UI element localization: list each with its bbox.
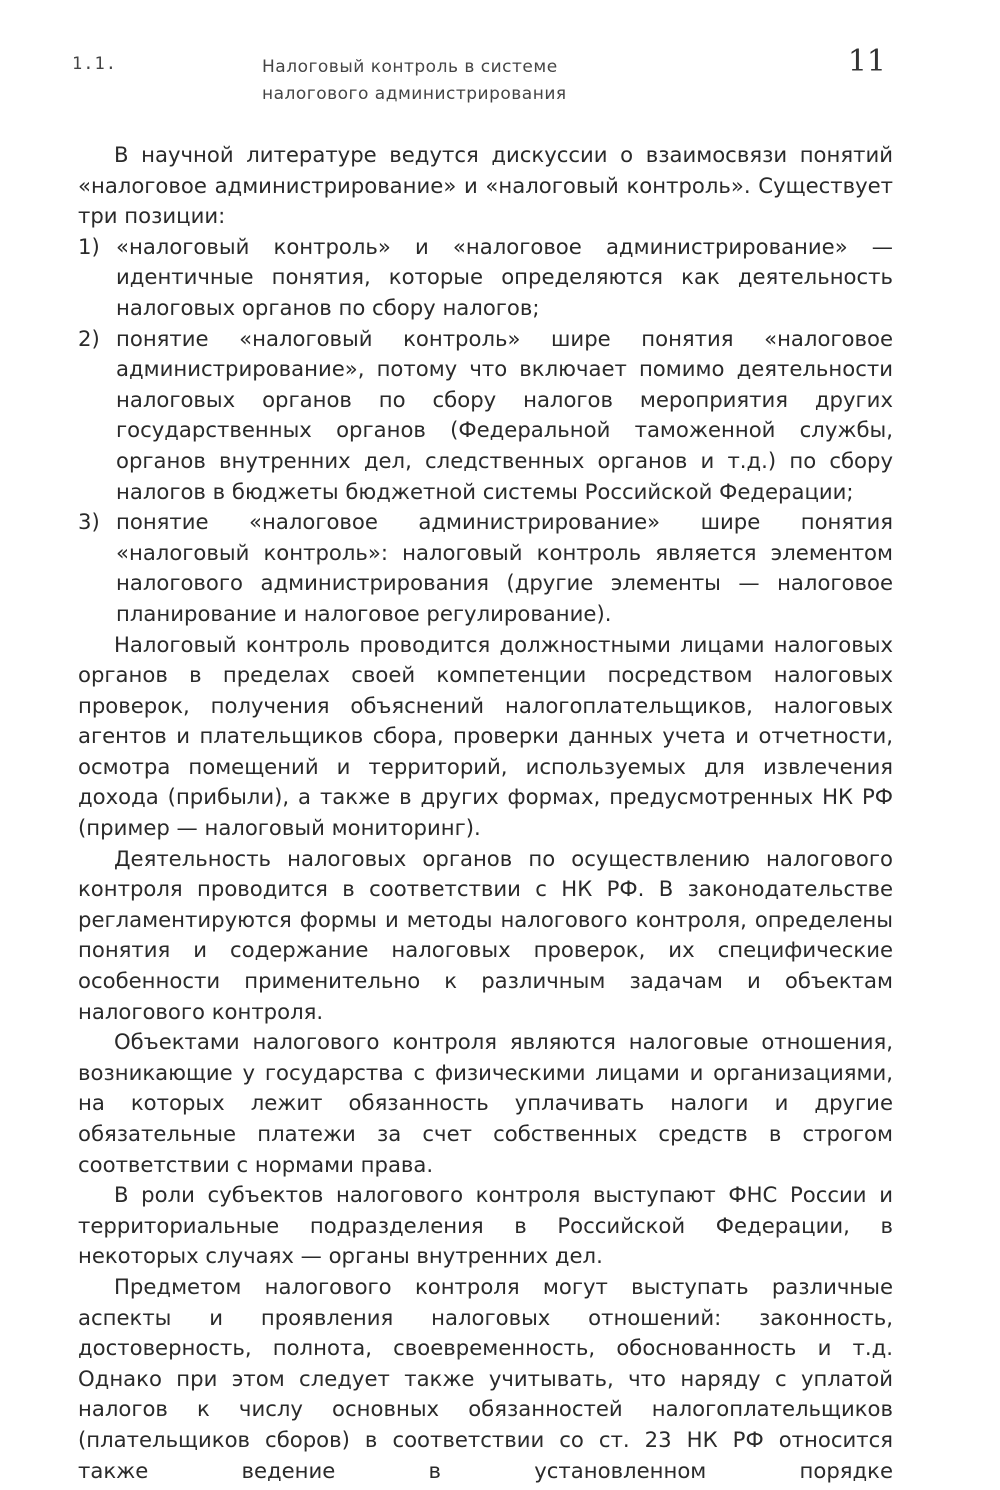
section-number: 1.1.: [72, 54, 117, 74]
paragraph-tax-authority-activity: Деятельность налоговых органов по осуществлению налогового контроля проводится в соответствии с НК РФ. В законодательстве регламентируются формы и методы налогового контроля, определены понятия и содержание налоговых проверок, их специфические особенности применительно к различным задачам и объектам налогового контроля.: [78, 845, 893, 1024]
list-marker: 2): [78, 325, 100, 351]
section-title: [262, 54, 567, 108]
body-text: [78, 140, 893, 1486]
positions-list: [78, 232, 893, 630]
list-item-text: «налоговый контроль» и «налоговое администрирование» — идентичные понятия, которые определяются как деятельность налоговых органов по сбору налогов;: [116, 233, 893, 320]
running-header: [72, 44, 892, 110]
page-number: 11: [847, 44, 886, 79]
list-item: [78, 324, 893, 508]
list-item: [78, 232, 893, 324]
intro-paragraph: В научной литературе ведутся дискуссии о взаимосвязи понятий «налоговое администрирование» и «налоговый контроль». Существует три позиции:: [78, 142, 893, 229]
section-title-line-2: налогового администрирования: [262, 84, 567, 104]
list-item-text: понятие «налоговый контроль» шире понятия «налоговое администрирование», потому что включает помимо деятельности налоговых органов по сбору налогов мероприятия других государственных органов (Федеральной таможенной службы, органов внутренних дел, следственных органов и т.д.) по сбору налогов в бюджеты бюджетной системы Российской Федерации;: [116, 325, 893, 504]
last-paragraph-wrapper: [78, 1272, 893, 1486]
list-item: [78, 507, 893, 629]
section-title-line-1: Налоговый контроль в системе: [262, 57, 558, 77]
paragraph-control-objects: Объектами налогового контроля являются налоговые отношения, возникающие у государства с физическими лицами и организациями, на которых лежит обязанность уплачивать налоги и другие обязательные платежи за счет собственных средств в строгом соответствии с нормами права.: [78, 1029, 893, 1177]
paragraph-control-subject-matter: Предметом налогового контроля могут выступать различные аспекты и проявления налоговых отношений: законность, достоверность, полнота, своевременность, обоснованность и т.д. Однако при этом следует также учитывать, что наряду с уплатой налогов к числу основных обязанностей налогоплательщиков (плательщиков сборов) в соответствии со ст. 23 НК РФ относится также ведение в установленном порядке: [78, 1273, 893, 1483]
paragraph-tax-control-forms: Налоговый контроль проводится должностными лицами налоговых органов в пределах своей компетенции посредством налоговых проверок, получения объяснений налогоплательщиков, налоговых агентов и плательщиков сбора, проверки данных учета и отчетности, осмотра помещений и территорий, используемых для извлечения дохода (прибыли), а также в других формах, предусмотренных НК РФ (пример — налоговый мониторинг).: [78, 631, 893, 841]
paragraph-control-subjects: В роли субъектов налогового контроля выступают ФНС России и территориальные подразделения в Российской Федерации, в некоторых случаях — органы внутренних дел.: [78, 1182, 893, 1269]
list-marker: 1): [78, 233, 100, 259]
list-marker: 3): [78, 509, 100, 535]
list-item-text: понятие «налоговое администрирование» шире понятия «налоговый контроль»: налоговый контроль является элементом налогового администрирования (другие элементы — налоговое планирование и налоговое регулирование).: [116, 509, 893, 626]
